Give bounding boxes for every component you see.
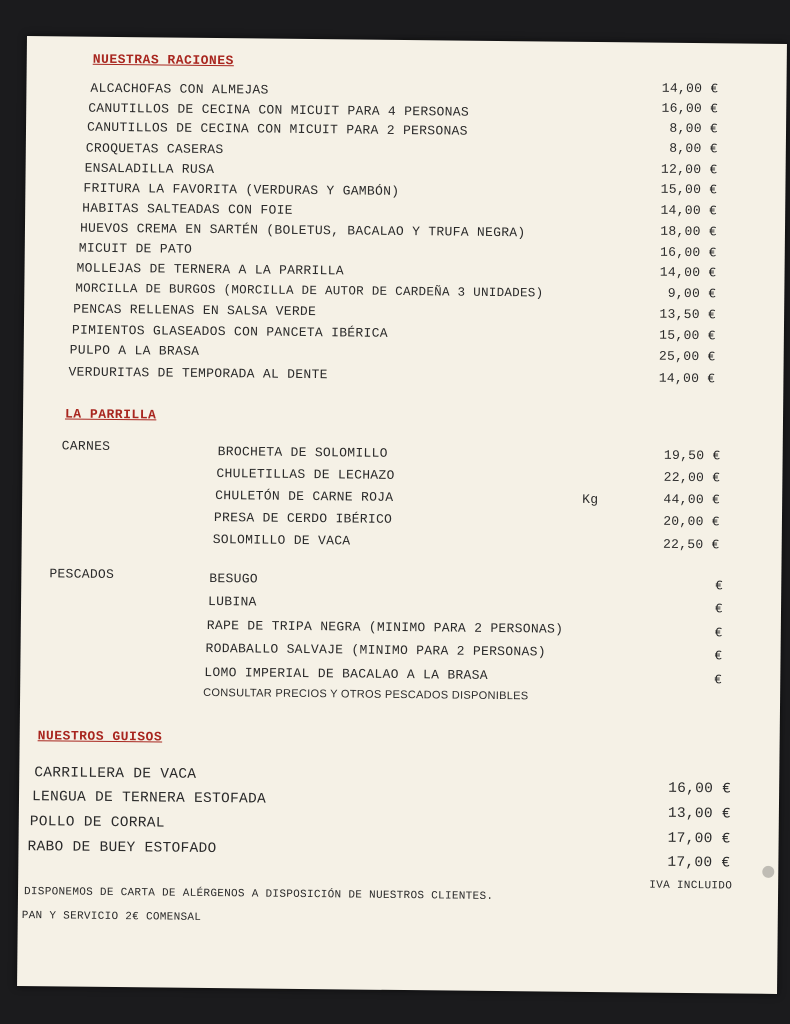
item-price: 20,00 €: [663, 513, 721, 530]
item-price: 17,00 €: [667, 830, 731, 848]
list-item: RABO DE BUEY ESTOFADO: [27, 839, 217, 858]
list-item: CROQUETAS CASERAS: [85, 140, 224, 158]
pescados-label: PESCADOS: [49, 566, 115, 582]
list-item: CHULETÓN DE CARNE ROJA: [215, 488, 394, 505]
alergenos-note: DISPONEMOS DE CARTA DE ALÉRGENOS A DISPOSICIÓN DE NUESTROS CLIENTES.: [23, 886, 494, 903]
item-price: 12,00 €: [660, 161, 718, 178]
list-item: ALCACHOFAS CON ALMEJAS: [90, 80, 269, 98]
list-item: PULPO A LA BRASA: [69, 342, 200, 359]
item-price: 17,00 €: [667, 854, 731, 872]
item-price: 8,00 €: [669, 140, 718, 157]
list-item: VERDURITAS DE TEMPORADA AL DENTE: [68, 364, 328, 383]
list-item: MICUIT DE PATO: [78, 240, 193, 257]
item-price: 15,00 €: [660, 181, 718, 198]
list-item: CHULETILLAS DE LECHAZO: [216, 466, 395, 483]
item-price: 16,00 €: [659, 244, 717, 261]
item-price: 9,00 €: [667, 285, 717, 302]
list-item: MORCILLA DE BURGOS (MORCILLA DE AUTOR DE CARDEÑA 3 UNIDADES): [75, 281, 544, 301]
list-item: LUBINA: [208, 593, 257, 610]
item-price: 22,00 €: [663, 469, 721, 486]
unit-label: Kg: [582, 491, 599, 508]
list-item: PRESA DE CERDO IBÉRICO: [213, 510, 393, 527]
list-item: CANUTILLOS DE CECINA CON MICUIT PARA 4 PERSONAS: [88, 100, 470, 120]
list-item: CANUTILLOS DE CECINA CON MICUIT PARA 2 PERSONAS: [86, 119, 468, 139]
item-price: €: [714, 672, 723, 688]
list-item: POLLO DE CORRAL: [29, 814, 165, 832]
consultar-note: CONSULTAR PRECIOS Y OTROS PESCADOS DISPONIBLES: [203, 686, 529, 703]
iva-note: IVA INCLUIDO: [649, 879, 733, 893]
item-price: 16,00 €: [668, 780, 732, 798]
item-price: 14,00 €: [661, 80, 719, 97]
list-item: SOLOMILLO DE VACA: [212, 532, 351, 549]
item-price: 19,50 €: [663, 447, 721, 464]
item-price: 25,00 €: [658, 348, 716, 365]
list-item: HUEVOS CREMA EN SARTÉN (BOLETUS, BACALAO Y TRUFA NEGRA): [79, 220, 526, 241]
item-price: €: [715, 578, 724, 594]
list-item: RODABALLO SALVAJE (MINIMO PARA 2 PERSONAS): [205, 640, 546, 660]
carnes-label: CARNES: [61, 438, 111, 454]
item-price: €: [714, 648, 723, 664]
guisos-title: NUESTROS GUISOS: [37, 728, 163, 745]
raciones-title: NUESTRAS RACIONES: [92, 51, 234, 69]
item-price: €: [714, 625, 723, 641]
list-item: LENGUA DE TERNERA ESTOFADA: [31, 789, 267, 808]
item-price: 14,00 €: [660, 202, 718, 219]
item-price: 13,00 €: [667, 805, 731, 823]
punch-hole: [762, 866, 774, 878]
list-item: MOLLEJAS DE TERNERA A LA PARRILLA: [76, 260, 344, 279]
item-price: 14,00 €: [658, 370, 716, 387]
list-item: CARRILLERA DE VACA: [34, 765, 197, 783]
item-price: 14,00 €: [659, 264, 717, 281]
item-price: €: [714, 601, 724, 617]
list-item: ENSALADILLA RUSA: [84, 160, 215, 178]
item-price: 15,00 €: [659, 327, 716, 344]
item-price: 44,00 €: [663, 491, 721, 508]
parrilla-title: LA PARRILLA: [64, 406, 157, 423]
list-item: HABITAS SALTEADAS CON FOIE: [82, 200, 293, 218]
list-item: RAPE DE TRIPA NEGRA (MINIMO PARA 2 PERSONAS): [206, 617, 564, 637]
item-price: 22,50 €: [662, 536, 720, 553]
list-item: BROCHETA DE SOLOMILLO: [217, 444, 388, 461]
item-price: 16,00 €: [661, 100, 719, 117]
list-item: LOMO IMPERIAL DE BACALAO A LA BRASA: [204, 664, 488, 683]
item-price: 8,00 €: [669, 120, 719, 137]
menu-sheet: [17, 36, 787, 994]
item-price: 18,00 €: [660, 223, 718, 240]
list-item: FRITURA LA FAVORITA (VERDURAS Y GAMBÓN): [83, 180, 400, 199]
list-item: PENCAS RELLENAS EN SALSA VERDE: [73, 301, 317, 320]
item-price: 13,50 €: [659, 306, 717, 323]
list-item: BESUGO: [209, 570, 259, 587]
list-item: PIMIENTOS GLASEADOS CON PANCETA IBÉRICA: [71, 322, 388, 341]
pan-servicio-note: PAN Y SERVICIO 2€ COMENSAL: [21, 910, 202, 924]
